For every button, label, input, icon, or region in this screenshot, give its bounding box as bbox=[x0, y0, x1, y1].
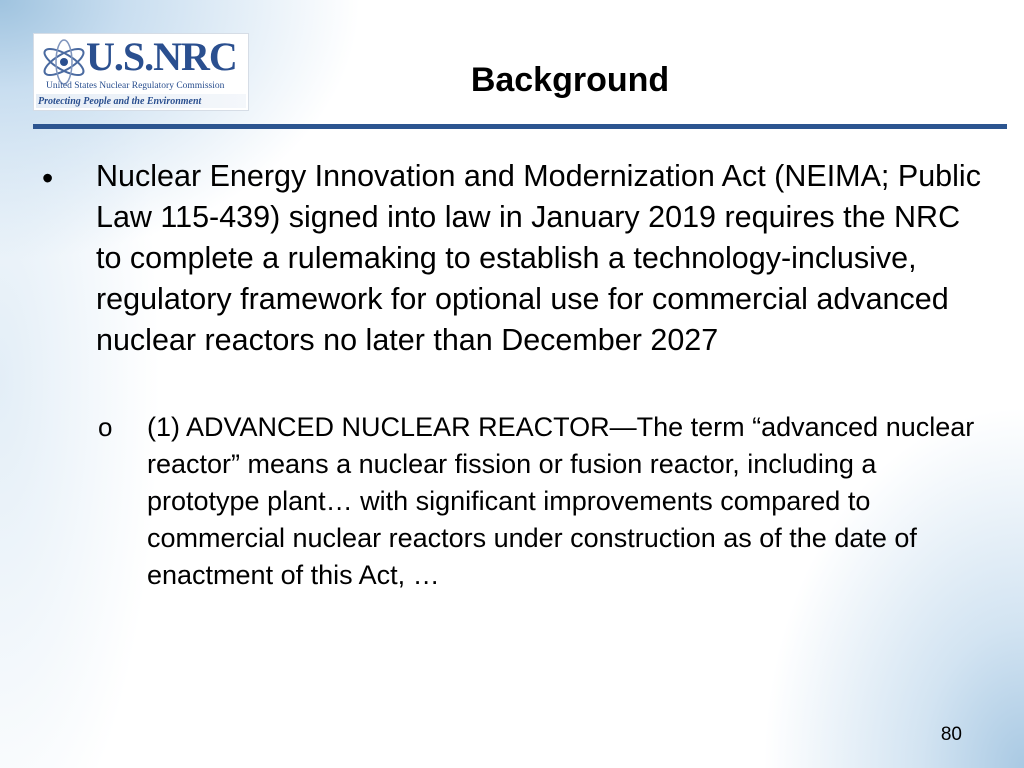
bullet-text: Nuclear Energy Innovation and Modernization Act (NEIMA; Public Law 115-439) signed into law in January 2019 requires the NRC to complete a rulemaking to establish a technology-inclusive, regulatory framework for optional use for commercial advanced nuclear reactors no later than December 2027 bbox=[96, 159, 981, 357]
slide-title: Background bbox=[470, 61, 670, 99]
sub-bullet-text: (1) ADVANCED NUCLEAR REACTOR—The term “advanced nuclear reactor” means a nuclear fission or fusion reactor, including a prototype plant… with significant improvements compared to commercial nuclear reactors under construction as of the date of enactment of this Act, … bbox=[147, 412, 975, 590]
logo-wordmark: U.S.NRC bbox=[86, 34, 237, 79]
logo-tagline: Protecting People and the Environment bbox=[38, 96, 202, 107]
sub-bullet-marker: o bbox=[98, 412, 113, 442]
title-divider bbox=[33, 124, 1007, 129]
nrc-logo bbox=[33, 33, 249, 111]
bullet-marker: • bbox=[42, 160, 54, 196]
logo-agency-name: United States Nuclear Regulatory Commission bbox=[46, 81, 225, 91]
page-number: 80 bbox=[940, 724, 962, 745]
